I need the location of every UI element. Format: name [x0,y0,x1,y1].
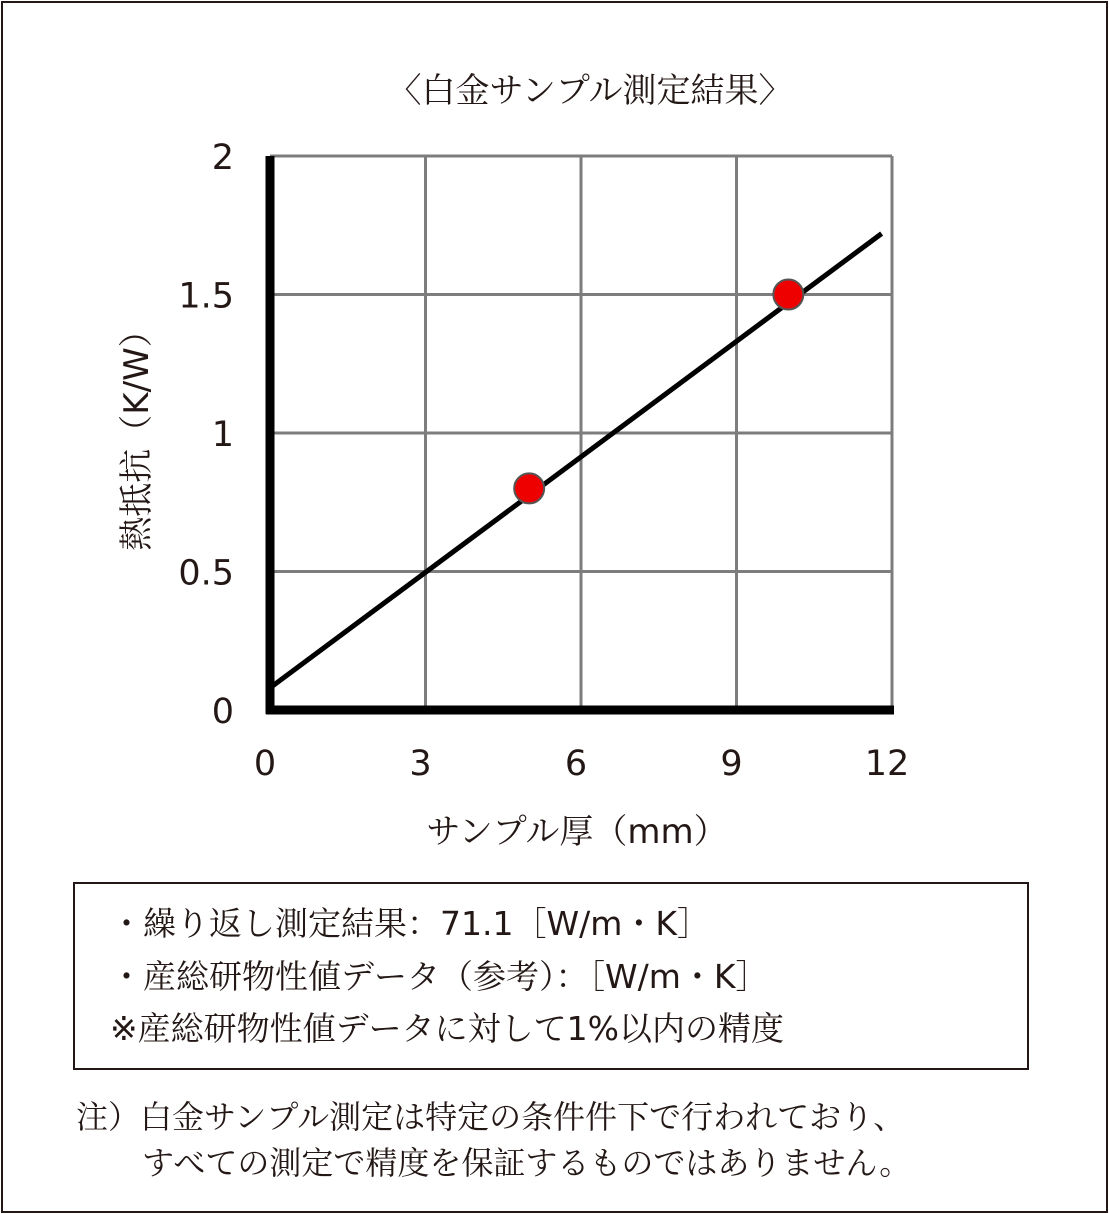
data-point-2 [773,280,803,310]
x-tick-label: 0 [253,744,277,784]
note-line-3: ※産総研物性値データに対して1%以内の精度 [110,1009,785,1048]
x-tick-label: 3 [409,744,432,784]
data-points [514,280,803,504]
y-tick-label: 0.5 [178,553,234,594]
y-tick-label: 1 [211,415,234,455]
footnote-line-2: すべての測定で精度を保証するものではありません。 [142,1144,912,1182]
y-tick-label: 1.5 [178,276,234,317]
y-tick-labels [178,138,234,732]
x-tick-label: 9 [720,744,743,784]
chart-title: 〈白金サンプル測定結果〉 [387,71,793,111]
grid [270,156,892,710]
footnote-line-1: 注）白金サンプル測定は特定の条件件下で行われており、 [76,1098,906,1136]
x-tick-labels [254,744,909,784]
x-tick-label: 6 [564,744,588,784]
data-point-1 [514,473,544,503]
y-tick-label: 2 [211,138,234,178]
x-axis-label: サンプル厚（mm） [426,812,728,852]
y-axis-label: 熱抵抗（K/W） [117,313,157,551]
x-tick-label: 12 [864,744,910,784]
notes-box [73,882,1029,1070]
note-line-1: ・繰り返し測定結果：71.1［W/m・K］ [110,904,711,943]
note-line-2: ・産総研物性値データ（参考）：［W/m・K］ [110,957,769,996]
y-tick-label: 0 [211,692,234,732]
